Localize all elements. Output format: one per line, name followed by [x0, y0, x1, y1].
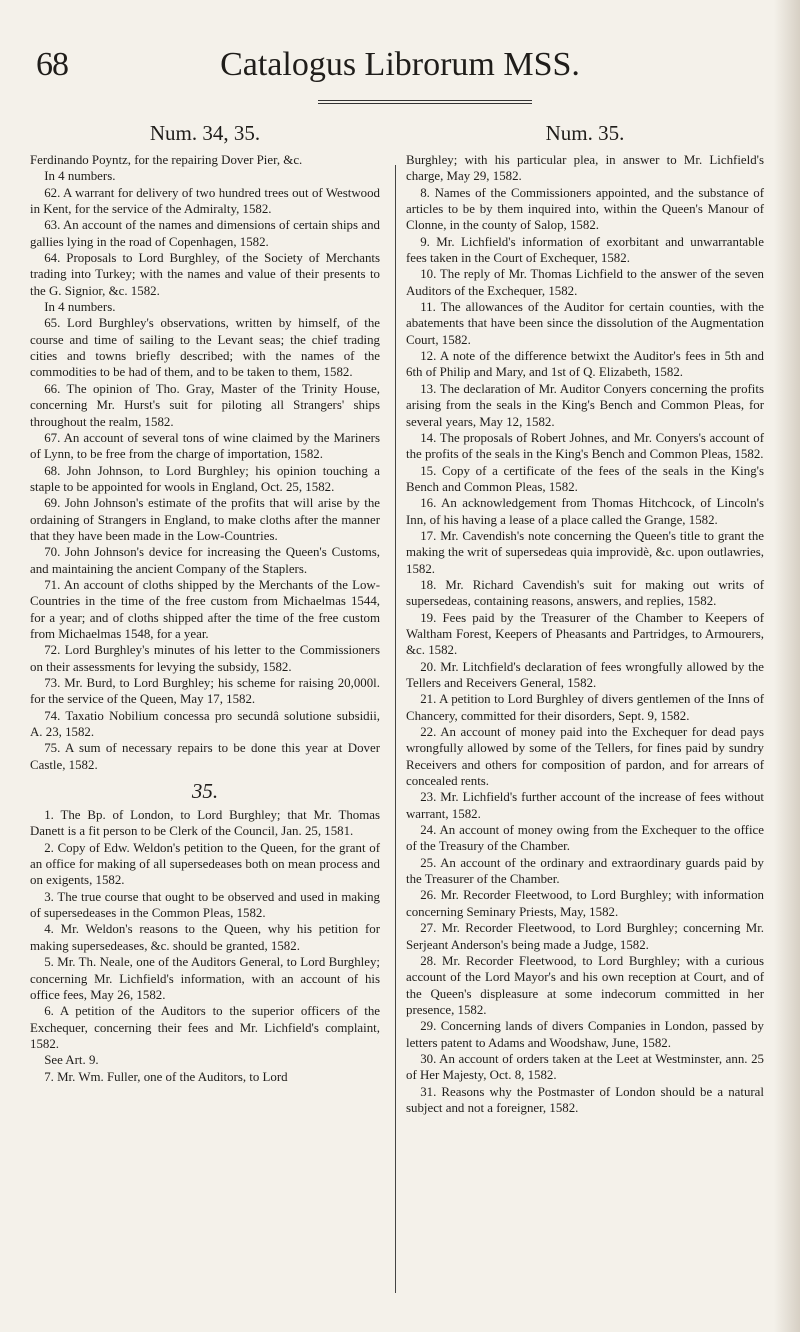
section-heading: 35. [191, 779, 219, 804]
catalogue-entry: 27. Mr. Recorder Fleetwood, to Lord Burghley; concerning Mr. Serjeant Anderson's being made a Judge, 1582. [406, 921, 764, 952]
right-column-heading: Num. 35. [545, 121, 625, 145]
right-column [406, 120, 764, 1116]
catalogue-entry: 6. A petition of the Auditors to the superior officers of the Exchequer, concerning their fees and Mr. Lichfield's complaint, 1582. [30, 1004, 380, 1051]
catalogue-entry: 22. An account of money paid into the Exchequer for dead pays wrongfully allowed by some of the Tellers, for fines paid by sundry Receivers and others for composition of pardon, and for arrears of concealed rents. [406, 725, 764, 789]
running-title: Catalogus Librorum MSS. [220, 46, 580, 83]
catalogue-entry: 65. Lord Burghley's observations, written by himself, of the course and time of sailing to the Levant seas; the chief trading cities and towns briefly described; with the names of the commodities to be had of them, and to be taken to them, 1582. [30, 316, 380, 380]
catalogue-entry: 64. Proposals to Lord Burghley, of the Society of Merchants trading into Turkey; with the names and value of their presents to the G. Signior, &c. 1582. [30, 251, 380, 298]
catalogue-entry: 68. John Johnson, to Lord Burghley; his opinion touching a staple to be appointed for wools in England, Oct. 25, 1582. [30, 463, 380, 494]
catalogue-entry: 75. A sum of necessary repairs to be done this year at Dover Castle, 1582. [30, 741, 380, 772]
catalogue-entry: 11. The allowances of the Auditor for certain counties, with the abatements that have been since the dissolution of the Augmentation Court, 1582. [406, 300, 764, 347]
catalogue-entry: 73. Mr. Burd, to Lord Burghley; his scheme for raising 20,000l. for the service of the Queen, May 17, 1582. [30, 676, 380, 707]
left-entries-b [30, 807, 380, 1085]
left-entries-a [30, 152, 380, 773]
catalogue-entry: 18. Mr. Richard Cavendish's suit for making out writs of supersedeas, containing reasons, answers, and replies, 1582. [406, 577, 764, 609]
catalogue-entry: 69. John Johnson's estimate of the profits that will arise by the ordaining of Strangers in England, to make cloths after the manner that they have been made in the Low-Countries. [30, 496, 380, 543]
page-number: 68 [36, 46, 68, 83]
catalogue-entry: 14. The proposals of Robert Johnes, and Mr. Conyers's account of the profits of the seals in the King's Bench and Common Pleas, 1582. [406, 430, 764, 462]
catalogue-entry: 72. Lord Burghley's minutes of his letter to the Commissioners on their assessments for levying the subsidy, 1582. [30, 643, 380, 674]
catalogue-entry: 17. Mr. Cavendish's note concerning the Queen's title to grant the making the writ of supersedeas quia improvidè, &c. upon outlawries, 1582. [406, 528, 764, 576]
catalogue-entry: 24. An account of money owing from the Exchequer to the office of the Treasury of the Chamber. [406, 823, 764, 854]
page-edge-shadow [774, 0, 800, 1332]
catalogue-entry: 9. Mr. Lichfield's information of exorbitant and unwarrantable fees taken in the Court of Exchequer, 1582. [406, 234, 764, 266]
column-divider [395, 165, 396, 1293]
catalogue-entry: 20. Mr. Litchfield's declaration of fees wrongfully allowed by the Tellers and Receivers General, 1582. [406, 659, 764, 690]
catalogue-entry: 28. Mr. Recorder Fleetwood, to Lord Burghley; with a curious account of the Lord Mayor's and his own reception at Court, and of the Queen's displeasure at some indecorum committed in her presence, 1582. [406, 953, 764, 1017]
catalogue-entry: 3. The true course that ought to be observed and used in making of supersedeases in the Common Pleas, 1582. [30, 889, 380, 921]
catalogue-entry: 12. A note of the difference betwixt the Auditor's fees in 5th and 6th of Philip and Mary, and 1st of Q. Elizabeth, 1582. [406, 349, 764, 380]
catalogue-entry: 5. Mr. Th. Neale, one of the Auditors General, to Lord Burghley; concerning Mr. Lichfield's information, with an account of his office fees, May 26, 1582. [30, 955, 380, 1002]
catalogue-entry: 1. The Bp. of London, to Lord Burghley; that Mr. Thomas Danett is a fit person to be Clerk of the Council, Jan. 25, 1581. [30, 808, 380, 839]
catalogue-entry: In 4 numbers. [44, 169, 116, 184]
catalogue-entry: 70. John Johnson's device for increasing the Queen's Customs, and maintaining the ancient Company of the Staplers. [30, 545, 380, 576]
catalogue-entry: Ferdinando Poyntz, for the repairing Dover Pier, &c. [30, 153, 303, 167]
catalogue-entry: 10. The reply of Mr. Thomas Lichfield to the answer of the seven Auditors of the Exchequer, 1582. [406, 267, 764, 298]
catalogue-entry: 66. The opinion of Tho. Gray, Master of the Trinity House, concerning Mr. Hurst's suit for piloting all Strangers' ships throughout the realm, 1582. [30, 381, 380, 429]
left-column [30, 120, 380, 1085]
catalogue-entry: 21. A petition to Lord Burghley of divers gentlemen of the Inns of Chancery, committed for their disorders, Sept. 9, 1582. [406, 692, 764, 723]
catalogue-entry: 31. Reasons why the Postmaster of London should be a natural subject and not a foreigner, 1582. [406, 1084, 764, 1115]
catalogue-entry: 7. Mr. Wm. Fuller, one of the Auditors, to Lord [44, 1069, 288, 1084]
header-rule [318, 100, 532, 104]
catalogue-entry: 29. Concerning lands of divers Companies in London, passed by letters patent to Adams and Woodshaw, June, 1582. [406, 1019, 764, 1050]
catalogue-entry: 74. Taxatio Nobilium concessa pro secundâ solutione subsidii, A. 23, 1582. [30, 708, 380, 740]
catalogue-entry: 15. Copy of a certificate of the fees of the seals in the King's Bench and Common Pleas, 1582. [406, 463, 764, 494]
catalogue-entry: 30. An account of orders taken at the Leet at Westminster, ann. 25 of Her Majesty, Oct. 8, 1582. [406, 1051, 764, 1083]
catalogue-entry: 2. Copy of Edw. Weldon's petition to the Queen, for the grant of an office for making of all supersedeases both on mean process and on exigents, 1582. [30, 840, 380, 888]
catalogue-entry: 63. An account of the names and dimensions of certain ships and gallies lying in the road of Copenhagen, 1582. [30, 218, 380, 249]
catalogue-entry: 25. An account of the ordinary and extraordinary guards paid by the Treasurer of the Chamber. [406, 855, 764, 887]
catalogue-entry: 19. Fees paid by the Treasurer of the Chamber to Keepers of Waltham Forest, Keepers of Pheasants and Partridges, to Armourers, &c. 1582. [406, 610, 764, 658]
catalogue-entry: 23. Mr. Lichfield's further account of the increase of fees without warrant, 1582. [406, 790, 764, 821]
catalogue-entry: 8. Names of the Commissioners appointed, and the substance of articles to be by them inquired into, within the Queen's Manour of Clonne, in the county of Salop, 1582. [406, 185, 764, 233]
catalogue-entry: In 4 numbers. [44, 300, 116, 315]
catalogue-entry: 13. The declaration of Mr. Auditor Conyers concerning the profits arising from the seals in the King's Bench and Common Pleas, for several years, May 12, 1582. [406, 381, 764, 429]
catalogue-entry: 62. A warrant for delivery of two hundred trees out of Westwood in Kent, for the service of the Admiralty, 1582. [30, 185, 380, 217]
catalogue-entry: Burghley; with his particular plea, in answer to Mr. Lichfield's charge, May 29, 1582. [406, 153, 764, 184]
catalogue-entry: 16. An acknowledgement from Thomas Hitchcock, of Lincoln's Inn, of his having a lease of a place called the Grange, 1582. [406, 496, 764, 527]
catalogue-entry: 67. An account of several tons of wine claimed by the Mariners of Lynn, to be free from the charge of importation, 1582. [30, 430, 380, 462]
right-entries [406, 152, 764, 1116]
catalogue-entry: 4. Mr. Weldon's reasons to the Queen, why his petition for making supersedeases, &c. should be granted, 1582. [30, 922, 380, 953]
cross-reference: See Art. 9. [44, 1053, 99, 1068]
left-column-heading: Num. 34, 35. [149, 121, 261, 145]
catalogue-entry: 26. Mr. Recorder Fleetwood, to Lord Burghley; with information concerning Seminary Priests, May, 1582. [406, 888, 764, 919]
catalogue-entry: 71. An account of cloths shipped by the Merchants of the Low-Countries in the time of the free custom from Michaelmas 1544, for a year; and of cloths shipped after the time of the free custom from Michaelmas 1548, for a year. [30, 577, 380, 641]
